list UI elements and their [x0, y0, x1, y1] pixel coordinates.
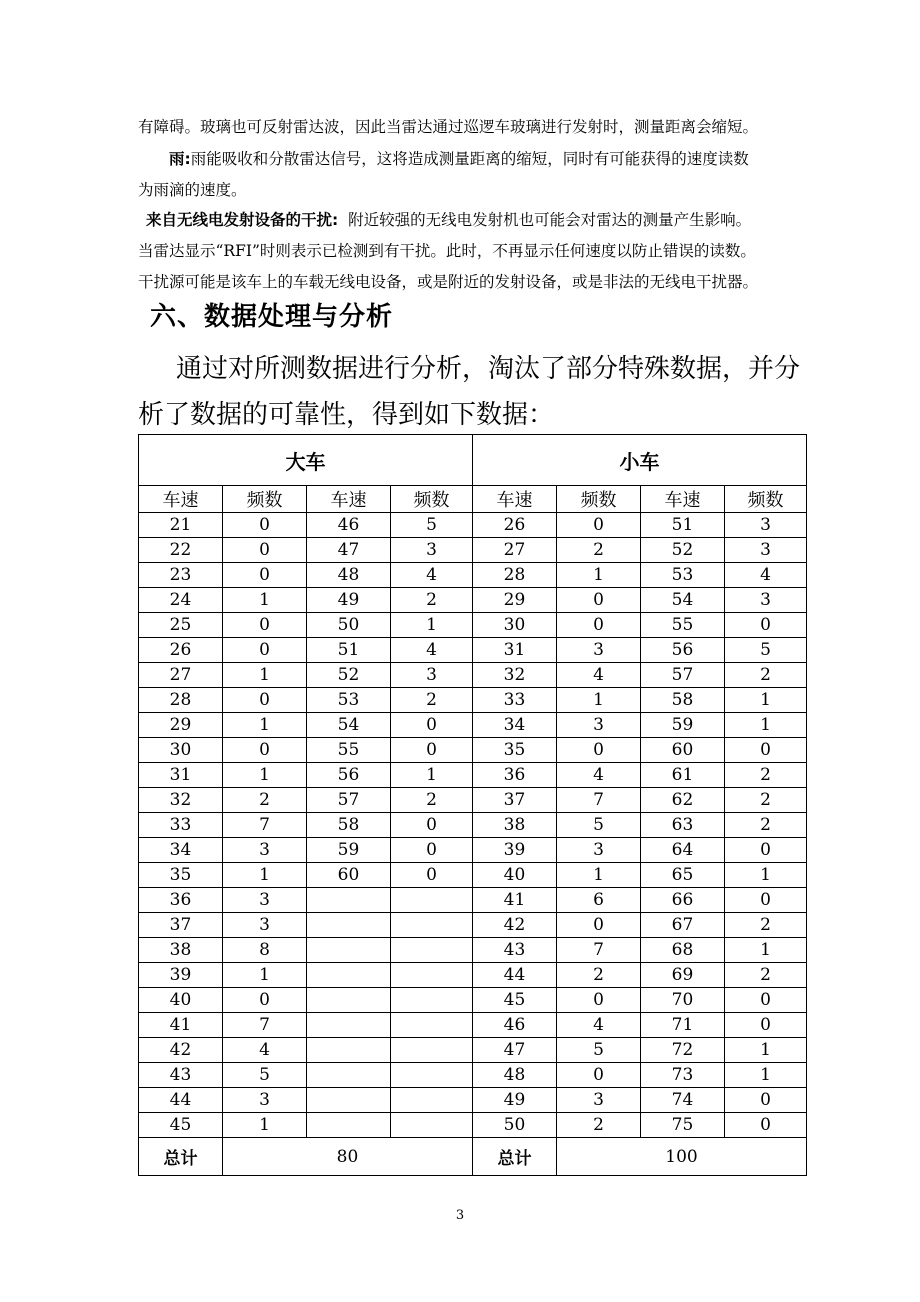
table-row	[139, 988, 807, 1013]
table-cell: 39	[473, 838, 557, 863]
table-cell: 0	[725, 613, 807, 638]
table-cell: 37	[139, 913, 223, 938]
table-cell: 48	[307, 563, 391, 588]
table-cell: 0	[557, 1063, 641, 1088]
table-cell: 33	[139, 813, 223, 838]
table-cell: 75	[641, 1113, 725, 1138]
table-cell: 31	[139, 763, 223, 788]
table-cell	[307, 988, 391, 1013]
table-cell: 52	[641, 538, 725, 563]
table-cell: 0	[557, 613, 641, 638]
table-cell: 33	[473, 688, 557, 713]
table-cell: 61	[641, 763, 725, 788]
table-cell: 31	[473, 638, 557, 663]
table-cell: 72	[641, 1038, 725, 1063]
table-cell: 26	[473, 513, 557, 538]
table-cell: 32	[473, 663, 557, 688]
table-cell: 5	[557, 813, 641, 838]
table-cell: 65	[641, 863, 725, 888]
table-cell: 44	[473, 963, 557, 988]
table-cell: 30	[473, 613, 557, 638]
table-row	[139, 1038, 807, 1063]
table-cell: 60	[307, 863, 391, 888]
table-cell: 29	[139, 713, 223, 738]
table-cell: 0	[223, 513, 307, 538]
table-cell: 5	[223, 1063, 307, 1088]
table-cell: 38	[473, 813, 557, 838]
table-cell: 1	[725, 863, 807, 888]
table-cell: 47	[307, 538, 391, 563]
table-cell: 54	[641, 588, 725, 613]
table-cell: 3	[725, 588, 807, 613]
table-cell: 71	[641, 1013, 725, 1038]
table-row	[139, 513, 807, 538]
table-cell: 55	[307, 738, 391, 763]
table-cell	[391, 1088, 473, 1113]
table-cell: 70	[641, 988, 725, 1013]
table-cell: 2	[391, 788, 473, 813]
table-cell	[307, 1013, 391, 1038]
table-cell: 39	[139, 963, 223, 988]
table-cell: 3	[557, 1088, 641, 1113]
table-cell: 1	[223, 588, 307, 613]
table-cell: 1	[391, 613, 473, 638]
rain-text: 雨能吸收和分散雷达信号，这将造成测量距离的缩短，同时有可能获得的速度读数	[190, 150, 749, 168]
col-header: 频数	[223, 486, 307, 513]
table-cell: 28	[139, 688, 223, 713]
table-cell: 74	[641, 1088, 725, 1113]
col-header: 车速	[473, 486, 557, 513]
col-header: 车速	[139, 486, 223, 513]
table-cell: 53	[307, 688, 391, 713]
total-label-big: 总计	[139, 1138, 223, 1176]
table-cell: 50	[473, 1113, 557, 1138]
table-cell	[307, 938, 391, 963]
table-cell: 58	[641, 688, 725, 713]
table-cell: 0	[391, 738, 473, 763]
table-row	[139, 688, 807, 713]
table-cell: 59	[641, 713, 725, 738]
table-cell: 1	[223, 1113, 307, 1138]
table-cell: 2	[557, 963, 641, 988]
table-cell: 0	[391, 838, 473, 863]
table-row	[139, 963, 807, 988]
table-cell: 7	[223, 813, 307, 838]
table-cell	[391, 1013, 473, 1038]
table-row	[139, 788, 807, 813]
group-header-big: 大车	[139, 435, 473, 486]
table-row	[139, 713, 807, 738]
table-cell: 41	[139, 1013, 223, 1038]
table-cell: 1	[223, 663, 307, 688]
table-cell: 5	[391, 513, 473, 538]
table-cell: 1	[725, 688, 807, 713]
table-cell: 40	[139, 988, 223, 1013]
table-cell: 41	[473, 888, 557, 913]
table-cell: 3	[557, 638, 641, 663]
rain-text-cont: 为雨滴的速度。	[138, 181, 247, 199]
table-cell: 24	[139, 588, 223, 613]
table-cell	[307, 1088, 391, 1113]
table-cell: 1	[223, 763, 307, 788]
table-cell: 45	[139, 1113, 223, 1138]
table-cell: 40	[473, 863, 557, 888]
table-row	[139, 1113, 807, 1138]
table-cell: 2	[725, 813, 807, 838]
table-cell: 29	[473, 588, 557, 613]
table-cell: 4	[557, 1013, 641, 1038]
table-cell: 2	[725, 963, 807, 988]
table-cell: 51	[307, 638, 391, 663]
paragraph-interference	[146, 205, 818, 235]
table-cell: 49	[307, 588, 391, 613]
table-cell: 51	[641, 513, 725, 538]
table-cell: 59	[307, 838, 391, 863]
table-cell	[307, 963, 391, 988]
table-row	[139, 1013, 807, 1038]
table-cell: 67	[641, 913, 725, 938]
table-cell: 2	[725, 763, 807, 788]
table-cell	[307, 888, 391, 913]
table-cell: 0	[223, 563, 307, 588]
table-cell	[391, 1038, 473, 1063]
col-header: 车速	[307, 486, 391, 513]
table-cell: 1	[725, 938, 807, 963]
table-row	[139, 838, 807, 863]
table-cell: 73	[641, 1063, 725, 1088]
table-cell: 2	[725, 788, 807, 813]
table-cell	[391, 963, 473, 988]
table-cell: 1	[557, 563, 641, 588]
table-cell: 55	[641, 613, 725, 638]
table-cell: 4	[391, 563, 473, 588]
table-cell: 26	[139, 638, 223, 663]
table-cell	[391, 1063, 473, 1088]
table-cell: 2	[725, 663, 807, 688]
table-cell: 36	[139, 888, 223, 913]
table-row	[139, 738, 807, 763]
table-cell: 69	[641, 963, 725, 988]
table-cell: 49	[473, 1088, 557, 1113]
table-cell: 2	[725, 913, 807, 938]
intro-line-2: 析了数据的可靠性，得到如下数据：	[138, 400, 555, 430]
table-cell: 45	[473, 988, 557, 1013]
table-cell: 1	[725, 713, 807, 738]
table-cell: 2	[557, 538, 641, 563]
table-row	[139, 863, 807, 888]
table-cell	[307, 1063, 391, 1088]
interference-label: 来自无线电发射设备的干扰:	[146, 211, 339, 229]
table-cell: 56	[641, 638, 725, 663]
table-cell: 6	[557, 888, 641, 913]
table-cell: 48	[473, 1063, 557, 1088]
rain-label: 雨:	[169, 150, 191, 168]
table-cell: 42	[473, 913, 557, 938]
table-cell: 1	[391, 763, 473, 788]
col-header: 频数	[557, 486, 641, 513]
table-cell: 52	[307, 663, 391, 688]
table-cell: 62	[641, 788, 725, 813]
table-row	[139, 613, 807, 638]
table-cell: 1	[223, 863, 307, 888]
table-cell: 64	[641, 838, 725, 863]
table-cell: 30	[139, 738, 223, 763]
table-cell: 50	[307, 613, 391, 638]
table-cell: 0	[391, 863, 473, 888]
table-cell: 0	[391, 813, 473, 838]
table-cell: 47	[473, 1038, 557, 1063]
total-row	[139, 1138, 807, 1176]
group-header-small: 小车	[473, 435, 807, 486]
table-cell	[307, 1038, 391, 1063]
table-cell: 63	[641, 813, 725, 838]
paragraph-rain	[138, 144, 810, 174]
table-cell: 57	[307, 788, 391, 813]
table-cell: 7	[223, 1013, 307, 1038]
table-cell: 0	[391, 713, 473, 738]
section-heading: 六、数据处理与分析	[150, 302, 394, 332]
col-header: 频数	[391, 486, 473, 513]
table-cell: 0	[725, 1088, 807, 1113]
table-cell: 1	[223, 963, 307, 988]
table-cell: 3	[391, 663, 473, 688]
table-cell: 2	[223, 788, 307, 813]
table-cell: 58	[307, 813, 391, 838]
total-value-small: 100	[557, 1138, 807, 1176]
table-cell: 25	[139, 613, 223, 638]
table-cell	[307, 913, 391, 938]
table-cell: 43	[473, 938, 557, 963]
table-cell: 0	[557, 988, 641, 1013]
table-cell	[391, 888, 473, 913]
table-cell: 0	[223, 638, 307, 663]
table-cell: 3	[391, 538, 473, 563]
table-cell: 28	[473, 563, 557, 588]
table-cell: 0	[725, 838, 807, 863]
table-cell: 0	[557, 738, 641, 763]
table-row	[139, 563, 807, 588]
table-cell: 4	[223, 1038, 307, 1063]
table-row	[139, 813, 807, 838]
table-cell: 23	[139, 563, 223, 588]
table-row	[139, 763, 807, 788]
table-cell: 2	[391, 688, 473, 713]
table-cell: 1	[725, 1038, 807, 1063]
table-row	[139, 638, 807, 663]
table-cell: 46	[473, 1013, 557, 1038]
table-cell: 3	[557, 713, 641, 738]
table-cell: 0	[557, 913, 641, 938]
table-cell: 5	[725, 638, 807, 663]
table-cell: 3	[725, 513, 807, 538]
table-cell: 4	[725, 563, 807, 588]
paragraph-rain-cont	[138, 175, 810, 205]
table-cell: 0	[223, 738, 307, 763]
table-row	[139, 888, 807, 913]
interference-text: 附近较强的无线电发射机也可能会对雷达的测量产生影响。	[348, 211, 752, 229]
table-cell	[391, 1113, 473, 1138]
speed-frequency-table	[138, 434, 807, 1176]
page-number: 3	[455, 1208, 465, 1223]
table-cell	[391, 913, 473, 938]
table-cell: 34	[473, 713, 557, 738]
table-row	[139, 1088, 807, 1113]
paragraph-interference-l2	[138, 236, 810, 266]
table-cell: 56	[307, 763, 391, 788]
table-cell: 35	[473, 738, 557, 763]
table-cell: 4	[391, 638, 473, 663]
table-cell: 1	[557, 688, 641, 713]
table-cell: 4	[557, 663, 641, 688]
table-cell: 1	[223, 713, 307, 738]
table-cell: 60	[641, 738, 725, 763]
table-cell: 27	[473, 538, 557, 563]
table-cell	[391, 938, 473, 963]
table-cell: 66	[641, 888, 725, 913]
interference-text-l2: 当雷达显示“RFI”时则表示已检测到有干扰。此时，不再显示任何速度以防止错误的读数。	[138, 242, 756, 260]
table-cell: 0	[223, 613, 307, 638]
table-cell: 1	[557, 863, 641, 888]
table-cell: 32	[139, 788, 223, 813]
table-cell: 0	[725, 1013, 807, 1038]
table-cell: 46	[307, 513, 391, 538]
table-cell: 5	[557, 1038, 641, 1063]
table-cell: 22	[139, 538, 223, 563]
table-cell: 0	[725, 888, 807, 913]
table-cell	[307, 1113, 391, 1138]
table-cell: 0	[725, 738, 807, 763]
table-cell: 3	[557, 838, 641, 863]
table-cell: 1	[725, 1063, 807, 1088]
table-cell: 3	[725, 538, 807, 563]
table-cell: 37	[473, 788, 557, 813]
paragraph-interference-l3	[138, 267, 810, 297]
table-cell: 0	[557, 513, 641, 538]
table-cell: 0	[223, 688, 307, 713]
total-label-small: 总计	[473, 1138, 557, 1176]
col-header: 频数	[725, 486, 807, 513]
table-cell: 0	[725, 988, 807, 1013]
table-row	[139, 913, 807, 938]
paragraph-glass-text: 有障碍。玻璃也可反射雷达波，因此当雷达通过巡逻车玻璃进行发射时，测量距离会缩短。	[138, 118, 759, 136]
table-cell: 38	[139, 938, 223, 963]
total-value-big: 80	[223, 1138, 473, 1176]
table-cell: 8	[223, 938, 307, 963]
table-cell: 53	[641, 563, 725, 588]
table-cell: 0	[557, 588, 641, 613]
table-cell: 27	[139, 663, 223, 688]
table-cell: 3	[223, 888, 307, 913]
table-cell: 54	[307, 713, 391, 738]
table-cell: 42	[139, 1038, 223, 1063]
table-cell: 57	[641, 663, 725, 688]
table-cell: 2	[391, 588, 473, 613]
table-row	[139, 938, 807, 963]
interference-text-l3: 干扰源可能是该车上的车载无线电设备，或是附近的发射设备，或是非法的无线电干扰器。	[138, 273, 759, 291]
column-header-row	[139, 486, 807, 513]
table-cell	[391, 988, 473, 1013]
table-cell: 43	[139, 1063, 223, 1088]
col-header: 车速	[641, 486, 725, 513]
intro-line-1: 通过对所测数据进行分析，淘汰了部分特殊数据，并分	[176, 354, 801, 384]
table-cell: 35	[139, 863, 223, 888]
table-cell: 44	[139, 1088, 223, 1113]
table-cell: 21	[139, 513, 223, 538]
table-cell: 2	[557, 1113, 641, 1138]
table-cell: 3	[223, 913, 307, 938]
table-cell: 3	[223, 1088, 307, 1113]
table-row	[139, 588, 807, 613]
table-cell: 7	[557, 938, 641, 963]
table-cell: 34	[139, 838, 223, 863]
paragraph-glass	[138, 112, 810, 142]
table-row	[139, 538, 807, 563]
table-cell: 7	[557, 788, 641, 813]
table-cell: 3	[223, 838, 307, 863]
table-cell: 68	[641, 938, 725, 963]
table-cell: 0	[223, 538, 307, 563]
table-cell: 0	[223, 988, 307, 1013]
table-cell: 0	[725, 1113, 807, 1138]
table-cell: 36	[473, 763, 557, 788]
table-row	[139, 663, 807, 688]
table-cell: 4	[557, 763, 641, 788]
table-row	[139, 1063, 807, 1088]
